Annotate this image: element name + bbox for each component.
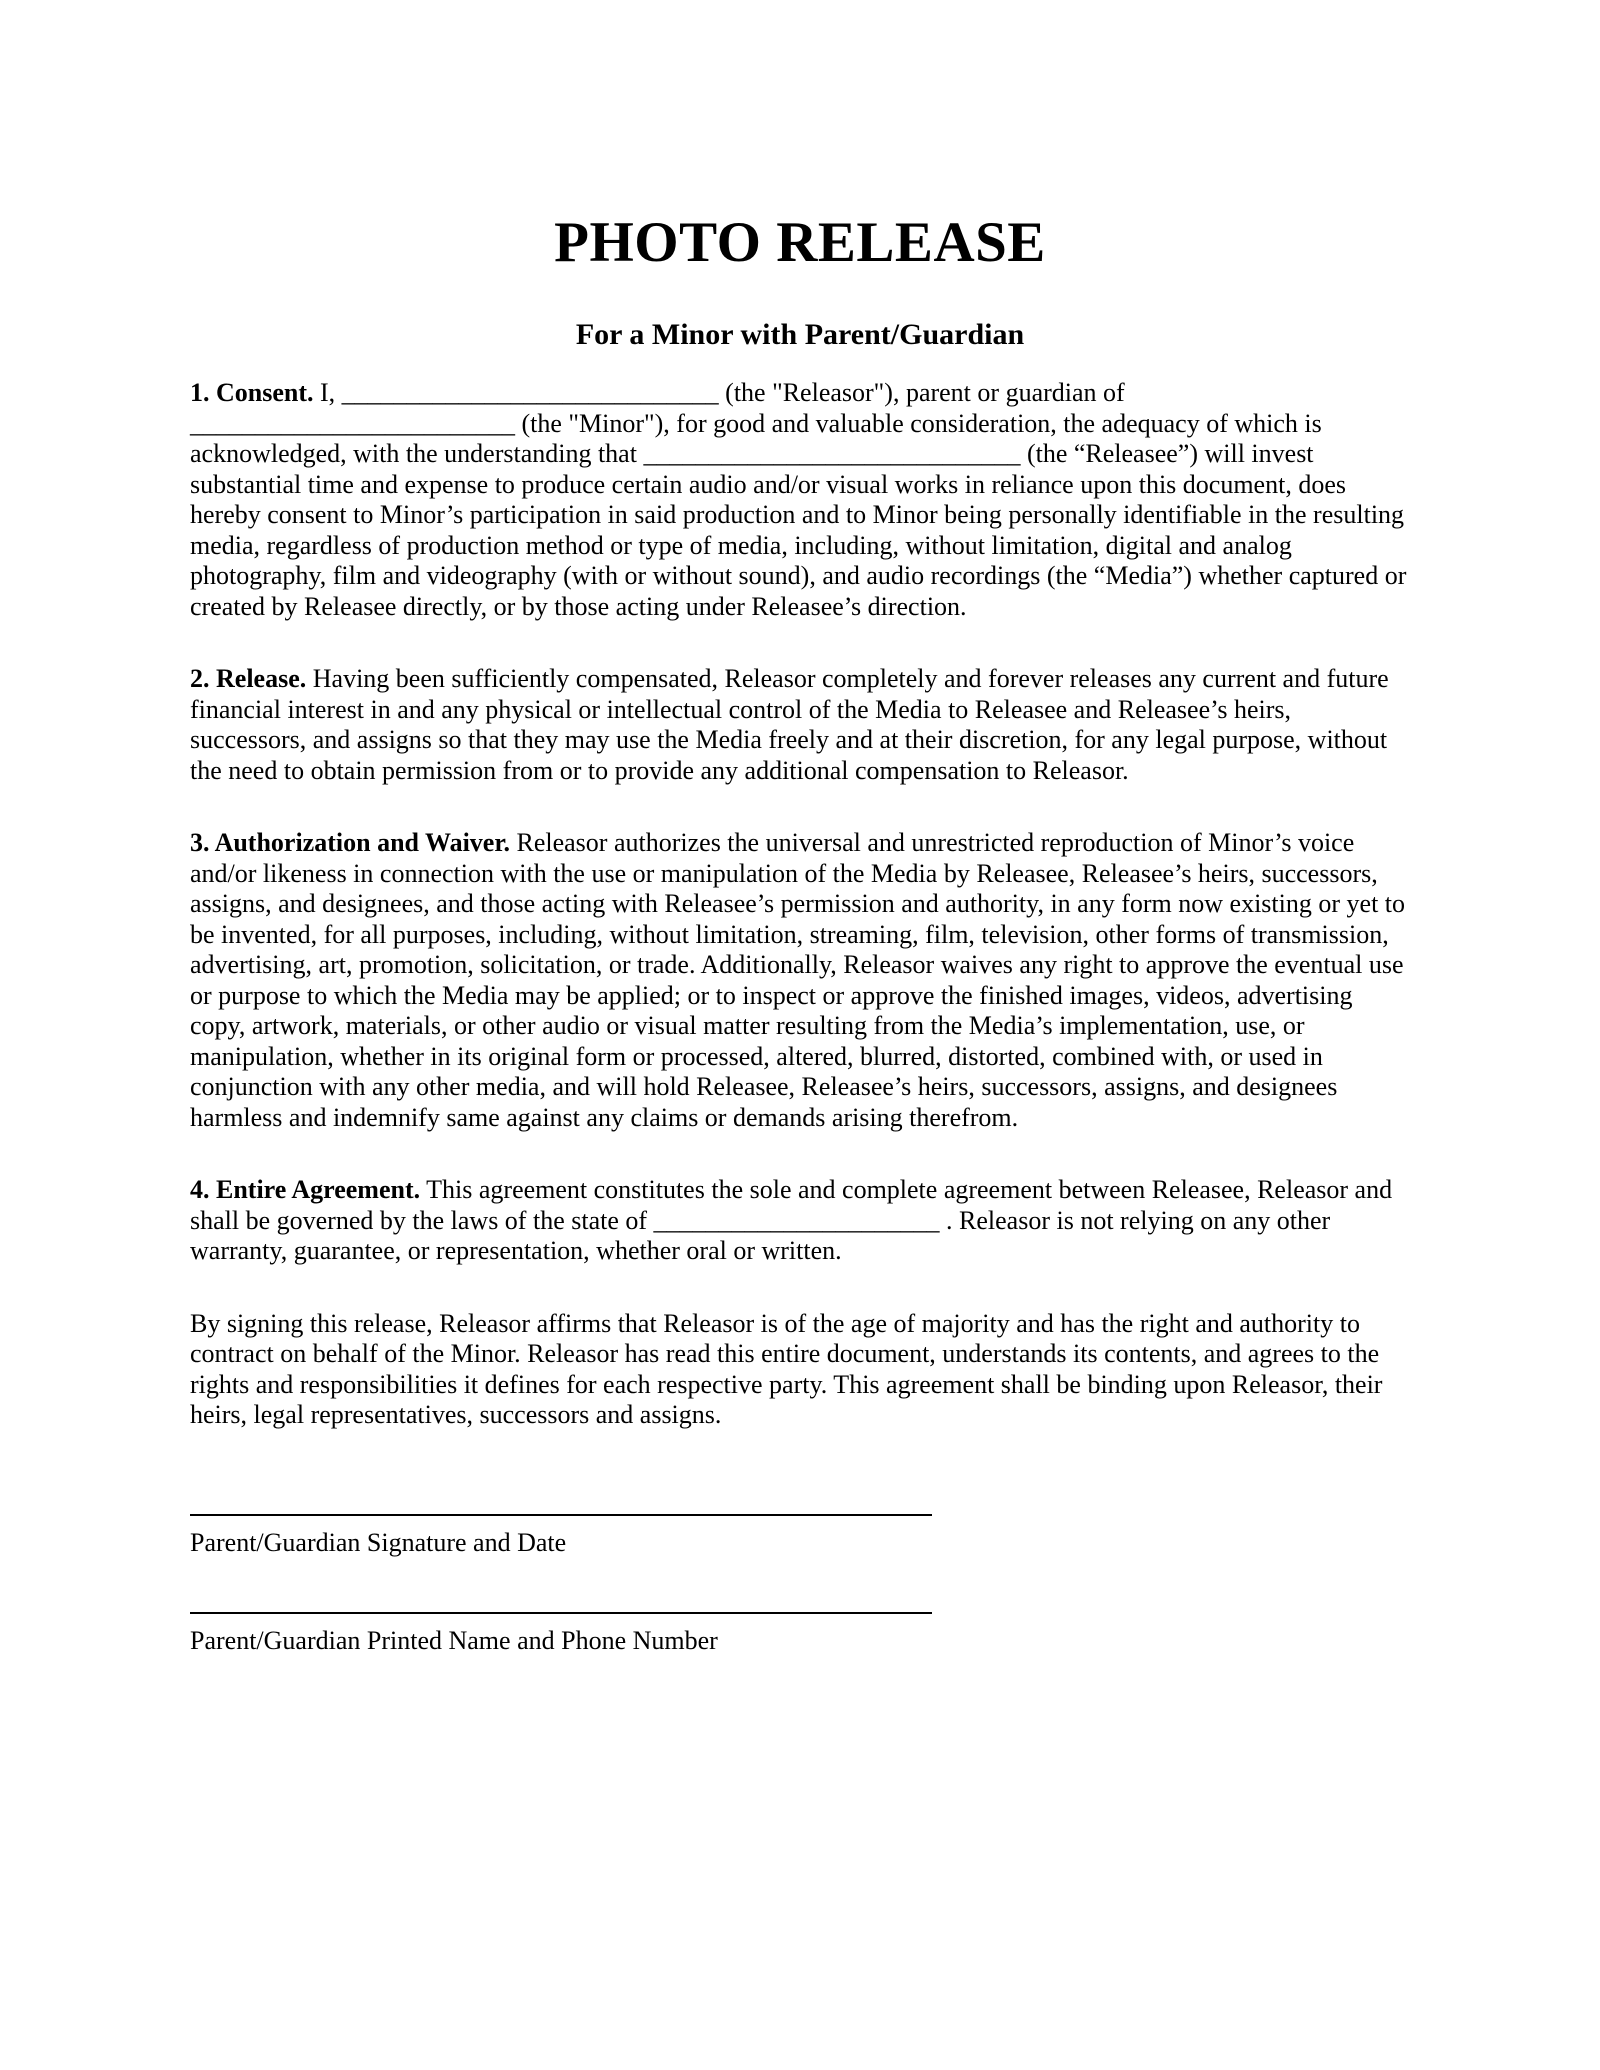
affirmation-text: By signing this release, Releasor affirms that Releasor is of the age of majority and has the right and authority to contract on behalf of the Minor. Releasor has read this entire document, understands its contents, and agrees to the rights and responsibilities it defines for each respective party. This agreement shall be binding upon Releasor, their heirs, legal representatives, successors and assigns. xyxy=(190,1308,1383,1429)
page-subtitle: For a Minor with Parent/Guardian xyxy=(575,318,1025,351)
consent-text: I, _____________________________ (the "Releasor"), parent or guardian of _________________________ (the "Minor"), for good and valuable consideration, the adequacy of which is acknowledged, with the understanding that _____________________________ (the “Releasee”) will invest substantial time and expense to produce certain audio and/or visual works in reliance upon this document, does hereby consent to Minor’s participation in said production and to Minor being personally identifiable in the resulting media, regardless of production method or type of media, including, without limitation, digital and analog photography, film and videography (with or without sound), and audio recordings (the “Media”) whether captured or created by Releasee directly, or by those acting under Releasee’s direction. xyxy=(190,378,1407,621)
release-text: Having been sufficiently compensated, Releasor completely and forever releases any current and future financial interest in and any physical or intellectual control of the Media to Releasee and Releasee’s heirs, successors, and assigns so that they may use the Media freely and at their discretion, for any legal purpose, without the need to obtain permission from or to provide any additional compensation to Releasor. xyxy=(190,664,1389,785)
consent-heading: 1. Consent. xyxy=(190,378,314,407)
printed-name-line xyxy=(190,1612,932,1614)
signature-entry-printed-name-phone xyxy=(190,1612,1410,1656)
entire-agreement-text: This agreement constitutes the sole and complete agreement between Releasee, Releasor and shall be governed by the laws of the state of ______________________ . Releasor is not relying on any other warranty, guarantee, or representation, whether oral or written. xyxy=(190,1175,1393,1265)
authorization-heading: 3. Authorization and Waiver. xyxy=(190,828,510,857)
entire-agreement-heading: 4. Entire Agreement. xyxy=(190,1175,421,1204)
signature-date-label: Parent/Guardian Signature and Date xyxy=(190,1527,567,1557)
signature-line xyxy=(190,1514,932,1516)
paragraph-consent xyxy=(190,378,1410,622)
paragraph-affirmation xyxy=(190,1309,1410,1431)
paragraph-entire-agreement xyxy=(190,1175,1410,1267)
release-heading: 2. Release. xyxy=(190,664,307,693)
page-title: PHOTO RELEASE xyxy=(554,211,1046,274)
document-body xyxy=(190,378,1410,1431)
printed-name-phone-label: Parent/Guardian Printed Name and Phone Number xyxy=(190,1625,718,1655)
signature-entry-signature-date xyxy=(190,1514,1410,1558)
signature-section xyxy=(190,1514,1410,1656)
paragraph-authorization-and-waiver xyxy=(190,828,1410,1133)
paragraph-release xyxy=(190,664,1410,786)
authorization-text: Releasor authorizes the universal and unrestricted reproduction of Minor’s voice and/or likeness in connection with the use or manipulation of the Media by Releasee, Releasee’s heirs, successors, assigns, and designees, and those acting with Releasee’s permission and authority, in any form now existing or yet to be invented, for all purposes, including, without limitation, streaming, film, television, other forms of transmission, advertising, art, promotion, solicitation, or trade. Additionally, Releasor waives any right to approve the eventual use or purpose to which the Media may be applied; or to inspect or approve the finished images, videos, advertising copy, artwork, materials, or other audio or visual matter resulting from the Media’s implementation, use, or manipulation, whether in its original form or processed, altered, blurred, distorted, combined with, or used in conjunction with any other media, and will hold Releasee, Releasee’s heirs, successors, assigns, and designees harmless and indemnify same against any claims or demands arising therefrom. xyxy=(190,828,1406,1132)
